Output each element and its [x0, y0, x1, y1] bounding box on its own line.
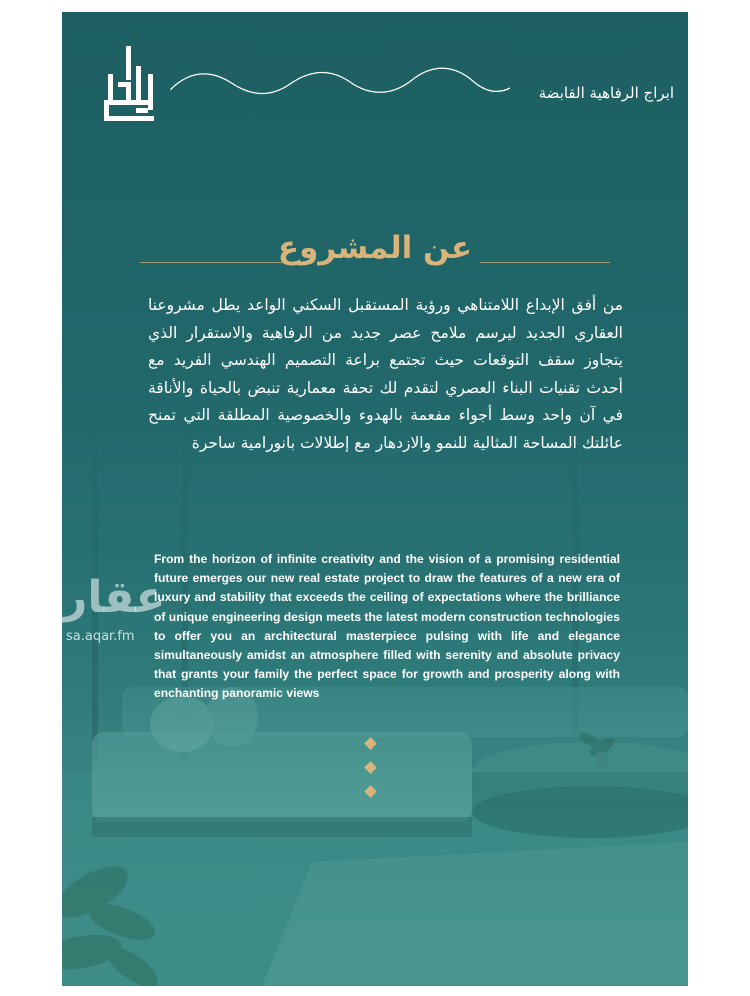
english-description: From the horizon of infinite creativity and the vision of a promising residential future emerges our new real estate project to draw the features of a new era of luxury and stability that exceeds the ceiling of expectations where the brilliance of unique engineering design meets the latest modern construction technologies to offer you an architectural masterpiece pulsing with life and elegance simultaneously amidst an atmosphere filled with serenity and absolute privacy that grants your family the perfect space for growth and prosperity along with enchanting panoramic views [154, 552, 620, 701]
brand-name: ابراج الرفاهية القابضة [538, 84, 674, 102]
section-title: عن المشروع [277, 230, 473, 266]
brochure-page [62, 12, 688, 986]
watermark-url: sa.aqar.fm [66, 629, 135, 644]
watermark-logo: عقار [62, 572, 166, 623]
diamond-icon [364, 785, 377, 798]
interior-background-image [62, 12, 688, 986]
diamond-icon [364, 761, 377, 774]
brand-logo-icon [102, 44, 158, 124]
wave-decoration [170, 60, 510, 110]
title-divider-right [480, 262, 610, 263]
arabic-description: من أفق الإبداع اللامتناهي ورؤية المستقبل السكني الواعد يطل مشروعنا العقاري الجديد ليرسم ملامح عصر جديد من الرفاهية والاستقرار الذي يتجاوز سقف التوقعات حيث تجتمع براعة التصميم الهندسي الفريد مع أحدث تقنيات البناء العصري لتقدم لك تحفة معمارية تنبض بالحياة والأناقة في آن واحد وسط أجواء مفعمة بالهدوء والخصوصية المطلقة التي تمنح عائلتك المساحة المثالية للنمو والازدهار مع إطلالات بانورامية ساحرة [148, 296, 623, 452]
diamond-ornament [366, 739, 375, 811]
diamond-icon [364, 737, 377, 750]
